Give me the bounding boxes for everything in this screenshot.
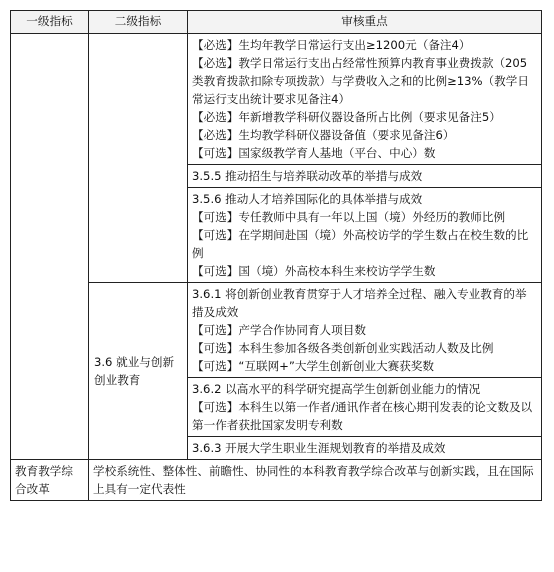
header-level2: 二级指标 (89, 11, 188, 34)
level1-reform: 教育教学综合改革 (11, 460, 89, 501)
focus-item: 【可选】在学期间赴国（境）外高校访学的学生数占在校生数的比例 (192, 228, 529, 260)
focus-cell (188, 34, 542, 165)
focus-item: 3.6.2 以高水平的科学研究提高学生创新创业能力的情况 (192, 382, 481, 396)
focus-cell-wide (89, 460, 542, 501)
level1-cell-empty (11, 34, 89, 460)
focus-cell (188, 188, 542, 283)
focus-item: 【可选】产学合作协同育人项目数 (192, 323, 366, 337)
focus-item: 【必选】教学日常运行支出占经常性预算内教育事业费拨款（205类教育拨款扣除专项拨款）与学费收入之和的比例≥13%（教学日常运行支出统计要求见备注4） (192, 56, 529, 106)
focus-item: 3.5.5 推动招生与培养联动改革的举措与成效 (192, 169, 423, 183)
header-focus: 审核重点 (188, 11, 542, 34)
indicator-table (10, 10, 542, 501)
focus-item: 【可选】国（境）外高校本科生来校访学学生数 (192, 264, 436, 278)
table-row (11, 283, 542, 378)
table-header-row (11, 11, 542, 34)
focus-item: 【可选】“互联网+”大学生创新创业大赛获奖数 (192, 359, 435, 373)
focus-item: 学校系统性、整体性、前瞻性、协同性的本科教育教学综合改革与创新实践，且在国际上具有一定代表性 (93, 464, 534, 496)
focus-cell (188, 283, 542, 378)
focus-item: 【可选】专任教师中具有一年以上国（境）外经历的教师比例 (192, 210, 506, 224)
focus-item: 【必选】生均教学科研仪器设备值（要求见备注6） (192, 128, 455, 142)
focus-item: 【可选】本科生参加各级各类创新创业实践活动人数及比例 (192, 341, 494, 355)
focus-cell (188, 378, 542, 437)
level2-employment: 3.6 就业与创新创业教育 (89, 283, 188, 460)
focus-item: 3.5.6 推动人才培养国际化的具体举措与成效 (192, 192, 423, 206)
focus-cell (188, 165, 542, 188)
focus-item: 【可选】本科生以第一作者/通讯作者在核心期刊发表的论文数及以第一作者获批国家发明专利数 (192, 400, 533, 432)
focus-item: 3.6.1 将创新创业教育贯穿于人才培养全过程、融入专业教育的举措及成效 (192, 287, 527, 319)
focus-item: 3.6.3 开展大学生职业生涯规划教育的举措及成效 (192, 441, 446, 455)
level2-cell-empty (89, 34, 188, 283)
table-row (11, 34, 542, 165)
focus-item: 【必选】生均年教学日常运行支出≥1200元（备注4） (192, 38, 471, 52)
focus-cell (188, 437, 542, 460)
header-level1: 一级指标 (11, 11, 89, 34)
table-row (11, 460, 542, 501)
focus-item: 【必选】年新增教学科研仪器设备所占比例（要求见备注5） (192, 110, 501, 124)
focus-item: 【可选】国家级教学育人基地（平台、中心）数 (192, 146, 436, 160)
